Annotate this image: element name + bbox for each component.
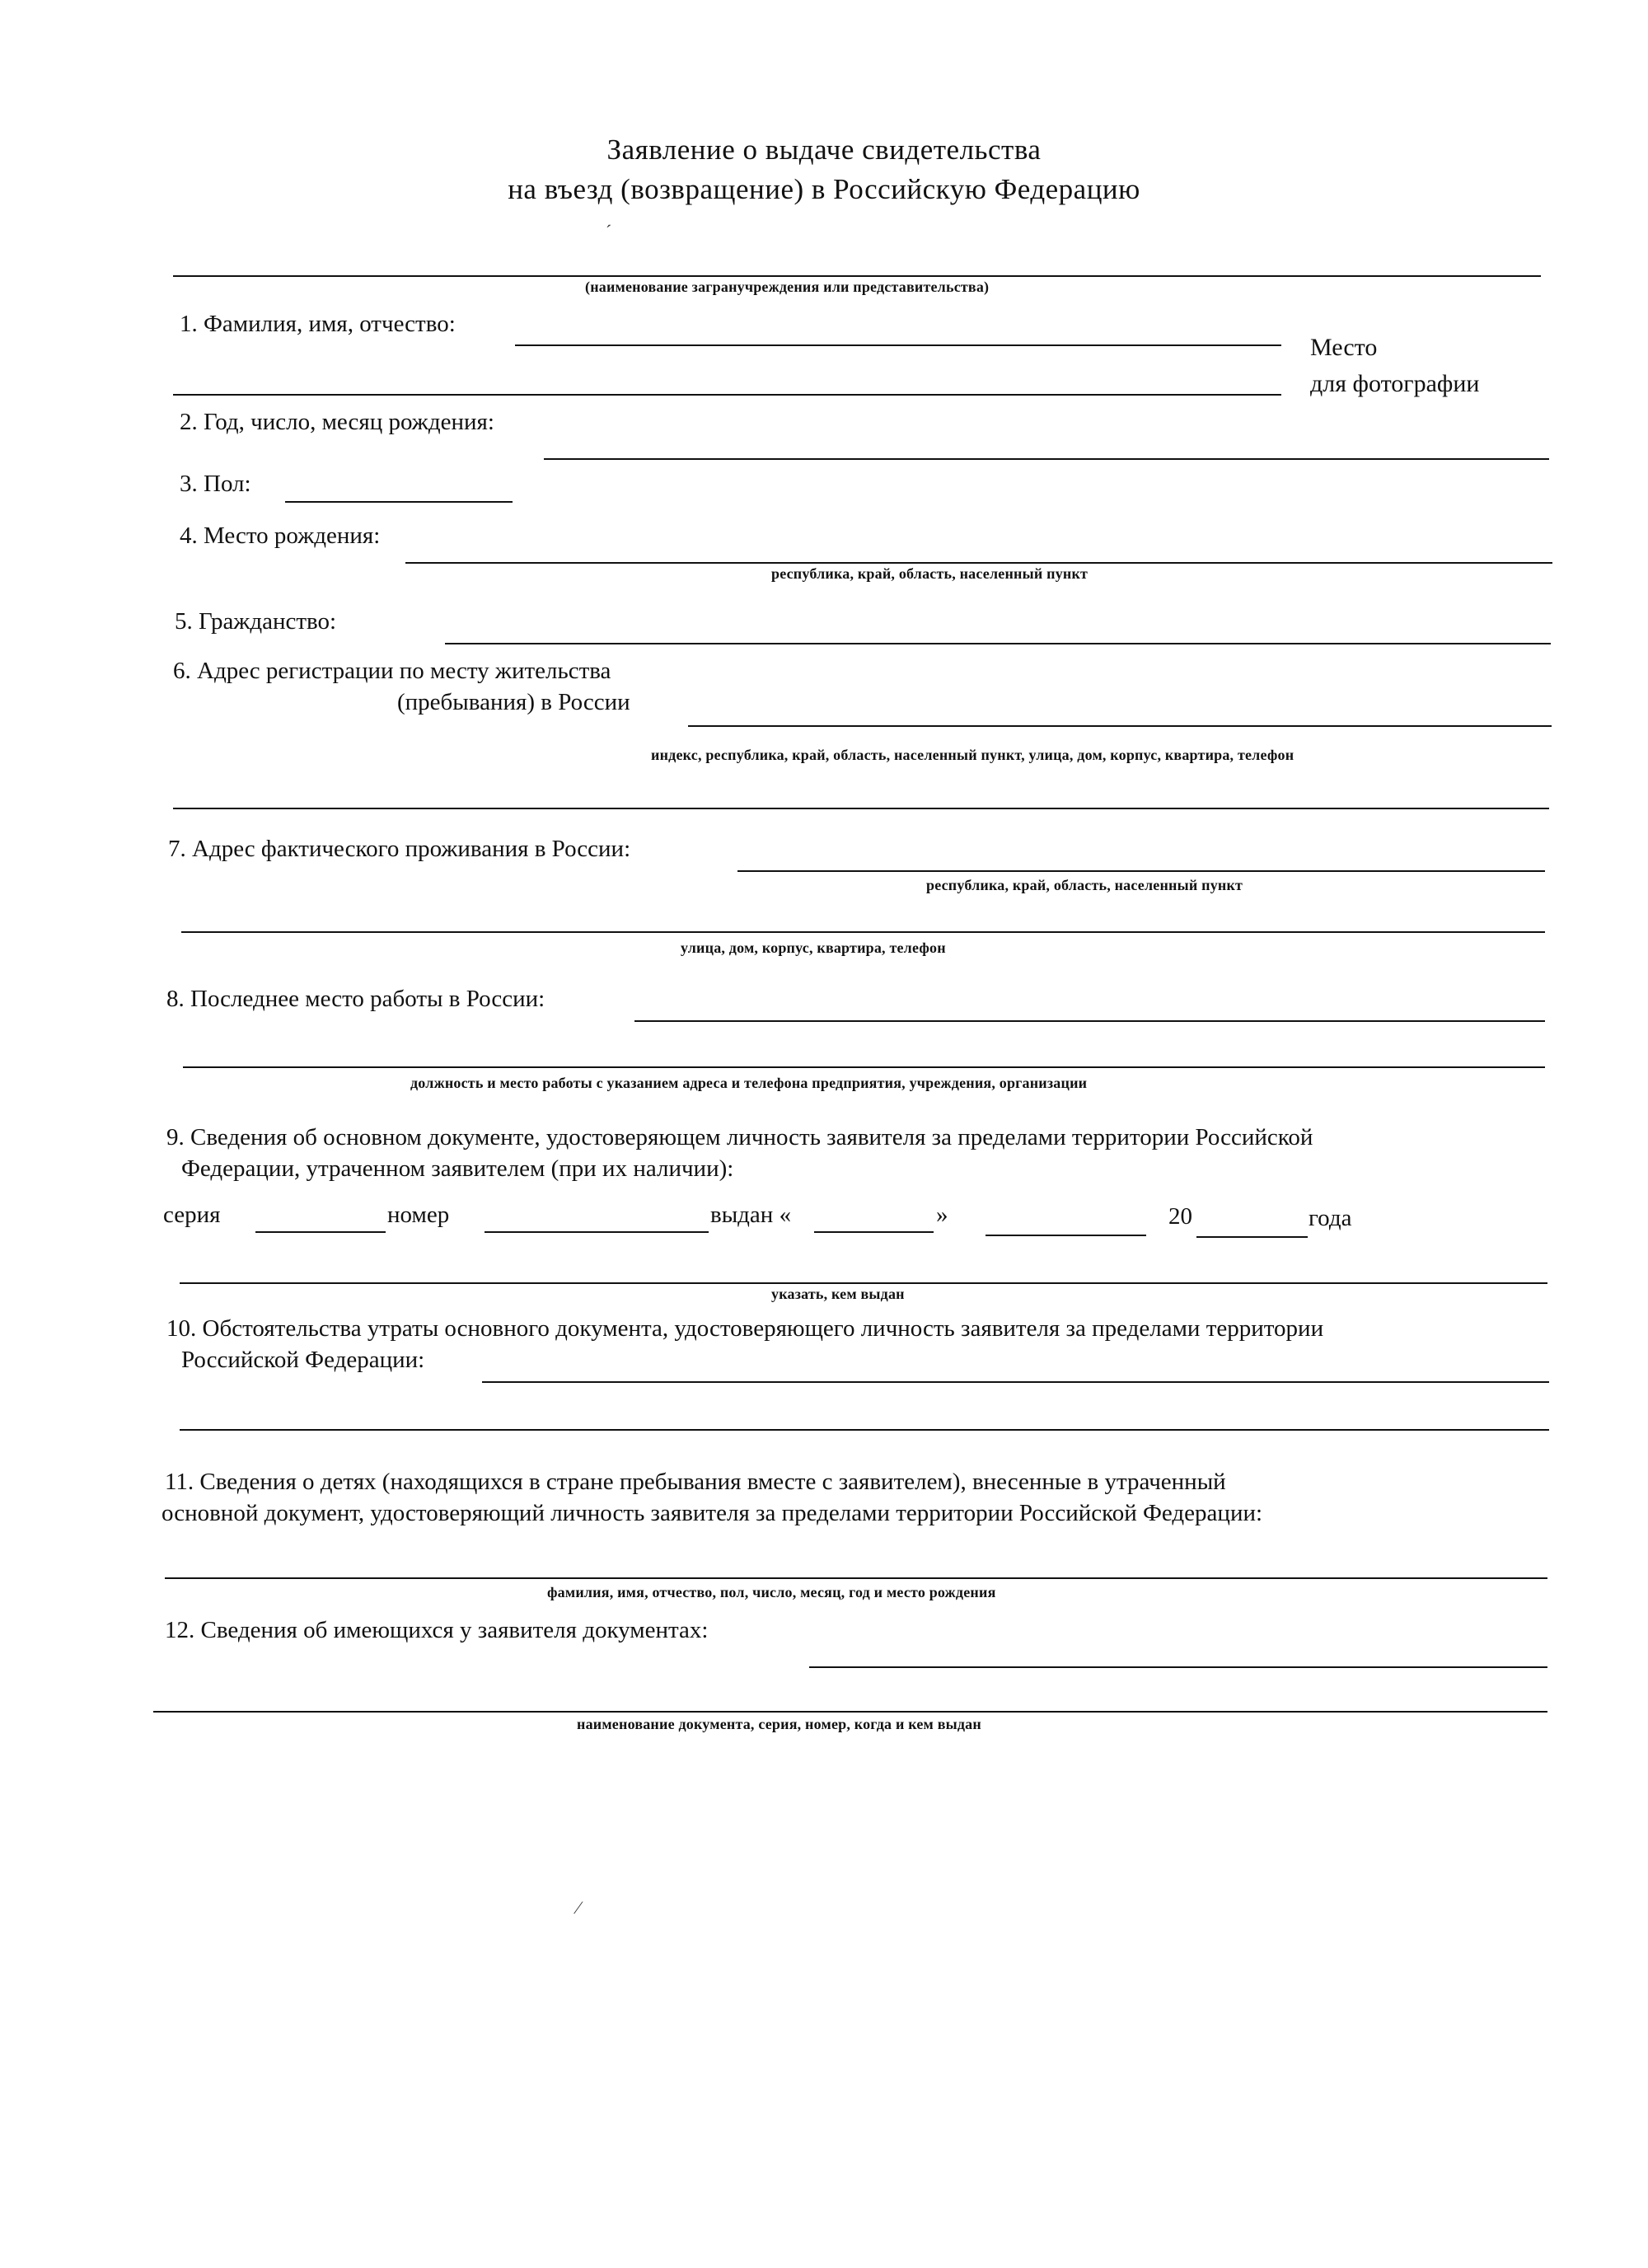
photo-placeholder bbox=[1310, 330, 1479, 402]
sex-line bbox=[285, 501, 513, 503]
full-name-input-2[interactable] bbox=[173, 366, 1281, 394]
item-12-label: 12. Сведения об имеющихся у заявителя документах: bbox=[165, 1617, 709, 1643]
consulate-caption: (наименование загранучреждения или представительства) bbox=[585, 279, 990, 295]
photo-label-line2: для фотографии bbox=[1310, 370, 1480, 397]
last-work-line-2 bbox=[183, 1066, 1545, 1068]
doc-issued-month-input[interactable] bbox=[986, 1207, 1146, 1235]
actual-address-input-2[interactable] bbox=[181, 903, 1545, 931]
full-name-line-1 bbox=[515, 344, 1281, 346]
item-6-caption: индекс, республика, край, область, населенный пункт, улица, дом, корпус, квартира, телефон bbox=[651, 747, 1295, 763]
item-7-label: 7. Адрес фактического проживания в России: bbox=[168, 836, 631, 862]
existing-docs-input-2[interactable] bbox=[153, 1683, 1547, 1711]
existing-docs-line-1 bbox=[809, 1666, 1547, 1668]
document-title-line1: Заявление о выдаче свидетельства bbox=[606, 134, 1042, 166]
item-5-label: 5. Гражданство: bbox=[175, 608, 337, 635]
full-name-input-1[interactable] bbox=[515, 316, 1281, 344]
doc-issued-day-input[interactable] bbox=[814, 1203, 934, 1231]
scan-speck: ⁄ bbox=[577, 1897, 580, 1918]
item-7-caption-1: республика, край, область, населенный пункт bbox=[926, 877, 1243, 893]
doc-issued-close-quote: » bbox=[936, 1202, 948, 1228]
item-9-label-line1: 9. Сведения об основном документе, удостоверяющем личность заявителя за пределами территории Российской bbox=[166, 1124, 1313, 1150]
doc-issued-label: выдан « bbox=[710, 1202, 792, 1228]
item-4-caption: республика, край, область, населенный пункт bbox=[771, 565, 1089, 582]
birth-date-line bbox=[544, 458, 1549, 460]
doc-number-input[interactable] bbox=[485, 1203, 709, 1231]
children-info-line bbox=[165, 1577, 1547, 1579]
consulate-line bbox=[173, 275, 1541, 277]
last-work-input-2[interactable] bbox=[183, 1038, 1545, 1066]
item-6-label-line2: (пребывания) в России bbox=[397, 689, 630, 715]
photo-label-line1: Место bbox=[1310, 334, 1378, 361]
reg-address-input-2[interactable] bbox=[173, 780, 1549, 808]
actual-address-input-1[interactable] bbox=[737, 842, 1545, 870]
reg-address-line-1 bbox=[688, 725, 1552, 727]
item-11-label-line1: 11. Сведения о детях (находящихся в стране пребывания вместе с заявителем), внесенные в утраченный bbox=[165, 1469, 1226, 1495]
birth-date-input[interactable] bbox=[544, 430, 1549, 458]
item-2-label: 2. Год, число, месяц рождения: bbox=[180, 409, 494, 435]
loss-circumstances-line-2 bbox=[180, 1429, 1549, 1431]
reg-address-line-2 bbox=[173, 808, 1549, 809]
loss-circumstances-line-1 bbox=[482, 1381, 1549, 1383]
item-11-caption: фамилия, имя, отчество, пол, число, месяц, год и место рождения bbox=[547, 1584, 996, 1600]
actual-address-line-1 bbox=[737, 870, 1545, 872]
item-12-caption: наименование документа, серия, номер, когда и кем выдан bbox=[577, 1716, 981, 1732]
citizenship-line bbox=[445, 643, 1551, 644]
full-name-line-2 bbox=[173, 394, 1281, 396]
doc-number-label: номер bbox=[387, 1202, 450, 1228]
birth-place-input[interactable] bbox=[405, 534, 1552, 562]
doc-issued-century: 20 bbox=[1168, 1203, 1192, 1230]
doc-issued-day-line bbox=[814, 1231, 934, 1233]
existing-docs-line-2 bbox=[153, 1711, 1547, 1713]
item-9-label-line2: Федерации, утраченном заявителем (при их наличии): bbox=[181, 1155, 734, 1182]
item-1-label: 1. Фамилия, имя, отчество: bbox=[180, 311, 456, 337]
doc-number-line bbox=[485, 1231, 709, 1233]
doc-series-label: серия bbox=[163, 1202, 221, 1228]
item-4-label: 4. Место рождения: bbox=[180, 522, 381, 549]
doc-issued-year-label: года bbox=[1309, 1205, 1352, 1231]
doc-issued-by-input[interactable] bbox=[180, 1254, 1547, 1282]
existing-docs-input-1[interactable] bbox=[809, 1638, 1547, 1666]
item-7-caption-2: улица, дом, корпус, квартира, телефон bbox=[681, 940, 946, 956]
doc-issued-year-input[interactable] bbox=[1196, 1208, 1308, 1236]
last-work-input-1[interactable] bbox=[634, 992, 1545, 1020]
citizenship-input[interactable] bbox=[445, 615, 1551, 643]
doc-series-input[interactable] bbox=[255, 1203, 386, 1231]
loss-circumstances-input-2[interactable] bbox=[180, 1401, 1549, 1429]
doc-issued-by-line bbox=[180, 1282, 1547, 1284]
children-info-input[interactable] bbox=[165, 1549, 1547, 1577]
item-8-caption: должность и место работы с указанием адреса и телефона предприятия, учреждения, организации bbox=[410, 1075, 1088, 1091]
actual-address-line-2 bbox=[181, 931, 1545, 933]
doc-issued-month-line bbox=[986, 1235, 1146, 1236]
sex-input[interactable] bbox=[285, 473, 513, 501]
last-work-line-1 bbox=[634, 1020, 1545, 1022]
consulate-input[interactable] bbox=[173, 247, 1541, 275]
reg-address-input-1[interactable] bbox=[688, 697, 1552, 725]
document-title-line2: на въезд (возвращение) в Российскую Федерацию bbox=[508, 173, 1140, 205]
item-6-label-line1: 6. Адрес регистрации по месту жительства bbox=[173, 658, 611, 684]
item-3-label: 3. Пол: bbox=[180, 471, 251, 497]
item-10-label-line1: 10. Обстоятельства утраты основного документа, удостоверяющего личность заявителя за пределами территории bbox=[166, 1315, 1324, 1342]
item-9-caption: указать, кем выдан bbox=[771, 1286, 905, 1302]
item-11-label-line2: основной документ, удостоверяющий личность заявителя за пределами территории Российской Федерации: bbox=[162, 1500, 1263, 1526]
birth-place-line bbox=[405, 562, 1552, 564]
item-10-label-line2: Российской Федерации: bbox=[181, 1347, 425, 1373]
scan-speck: ´ bbox=[606, 221, 612, 241]
item-8-label: 8. Последнее место работы в России: bbox=[166, 986, 545, 1012]
doc-series-line bbox=[255, 1231, 386, 1233]
loss-circumstances-input-1[interactable] bbox=[482, 1353, 1549, 1381]
doc-issued-year-line bbox=[1196, 1236, 1308, 1238]
